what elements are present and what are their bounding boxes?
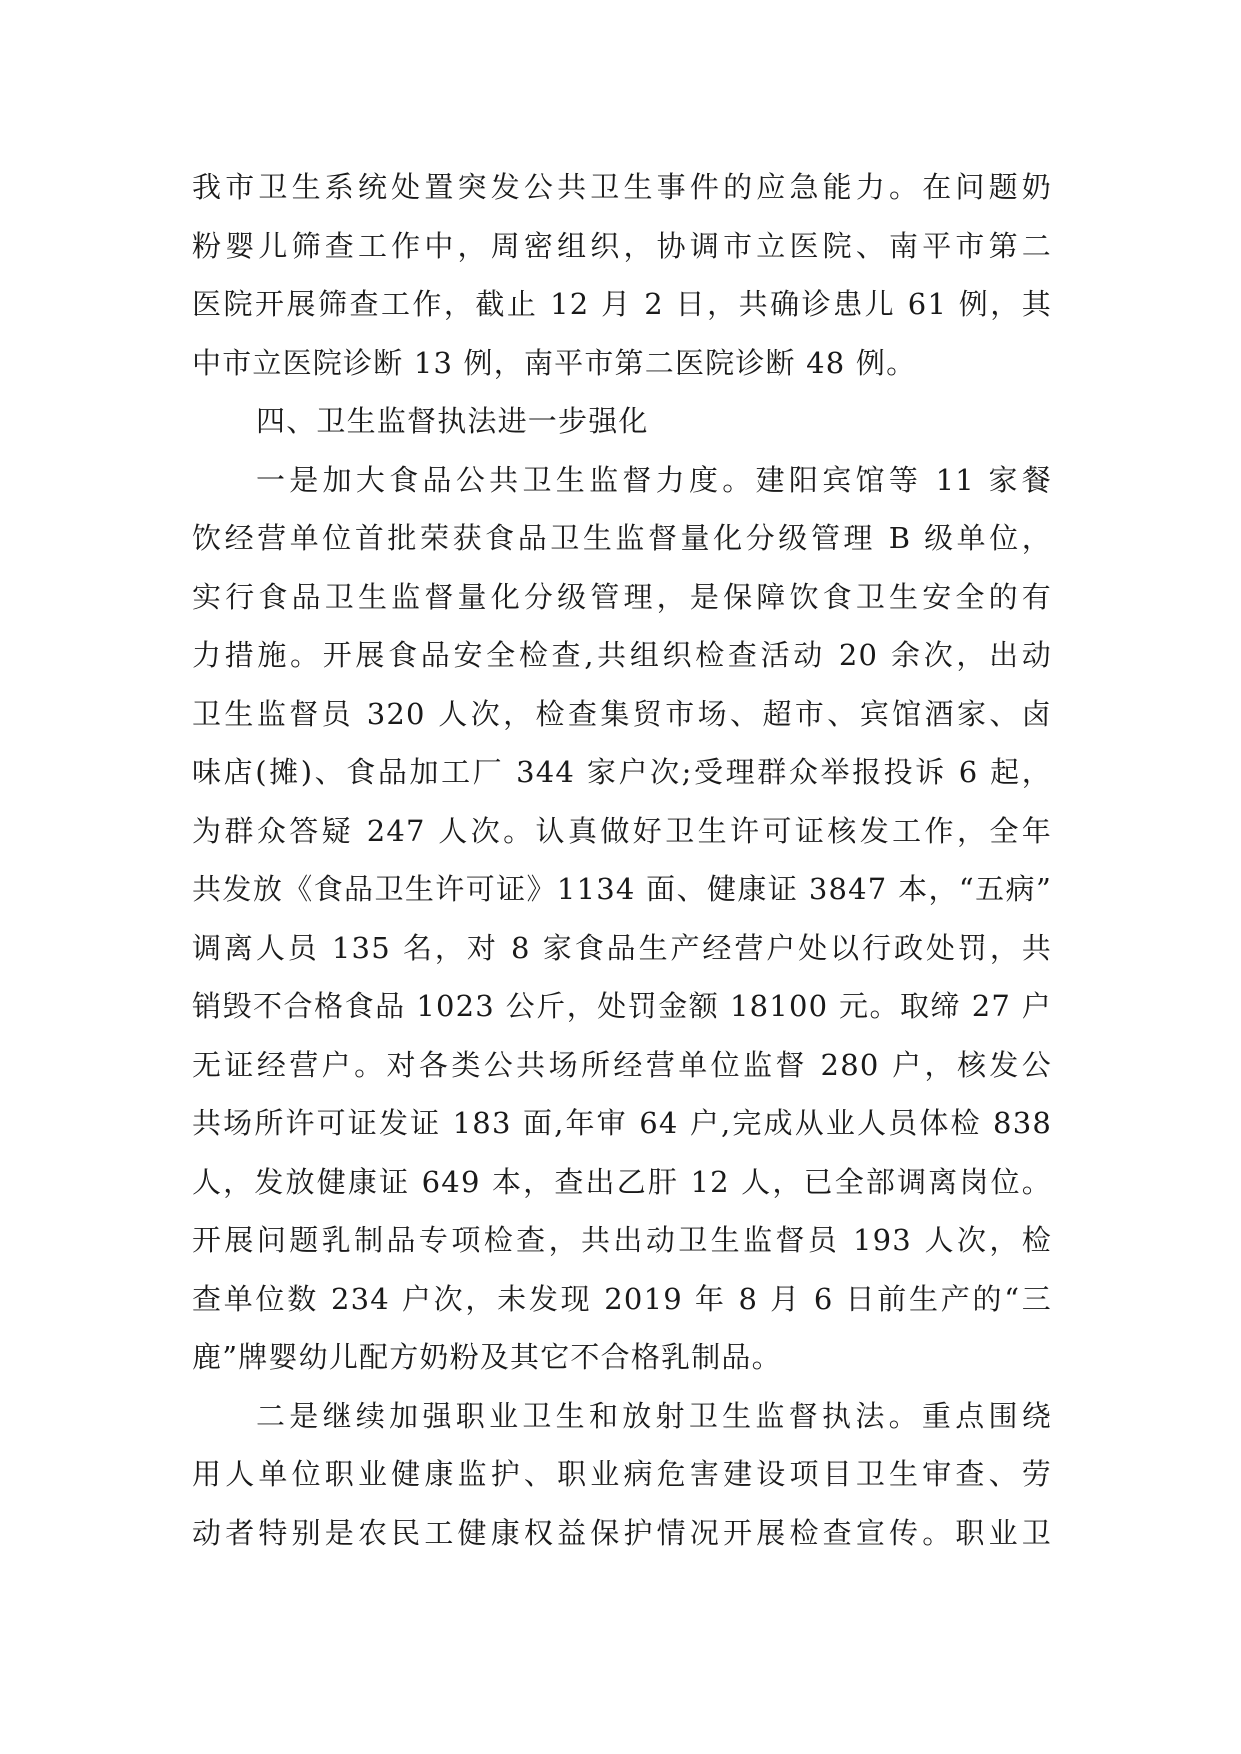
text-line: 无证经营户。对各类公共场所经营单位监督 280 户，核发公 (192, 1047, 1052, 1082)
text-line: 为群众答疑 247 人次。认真做好卫生许可证核发工作，全年 (192, 813, 1052, 848)
text-line: 共场所许可证发证 183 面,年审 64 户,完成从业人员体检 838 (192, 1106, 1052, 1140)
text-line: 饮经营单位首批荣获食品卫生监督量化分级管理 B 级单位， (192, 521, 1052, 555)
text-line: 鹿”牌婴幼儿配方奶粉及其它不合格乳制品。 (192, 1340, 782, 1374)
text-line: 调离人员 135 名，对 8 家食品生产经营户处以行政处罚，共 (192, 930, 1052, 965)
text-line: 开展问题乳制品专项检查，共出动卫生监督员 193 人次，检 (192, 1223, 1052, 1257)
text-line: 中市立医院诊断 13 例，南平市第二医院诊断 48 例。 (192, 345, 917, 380)
text-line: 用人单位职业健康监护、职业病危害建设项目卫生审查、劳 (192, 1457, 1052, 1491)
body-text (192, 158, 1052, 1562)
text-line: 味店(摊)、食品加工厂 344 家户次;受理群众举报投诉 6 起， (192, 755, 1052, 789)
text-line: 卫生监督员 320 人次，检查集贸市场、超市、宾馆酒家、卤 (192, 696, 1052, 731)
text-line: 二是继续加强职业卫生和放射卫生监督执法。重点围绕 (256, 1398, 1052, 1433)
text-line: 查单位数 234 户次，未发现 2019 年 8 月 6 日前生产的“三 (192, 1281, 1052, 1316)
text-line: 粉婴儿筛查工作中，周密组织，协调市立医院、南平市第二 (192, 228, 1052, 263)
text-line: 力措施。开展食品安全检查,共组织检查活动 20 余次，出动 (192, 638, 1052, 672)
text-line: 共发放《食品卫生许可证》1134 面、健康证 3847 本，“五病” (192, 872, 1052, 906)
text-line: 一是加大食品公共卫生监督力度。建阳宾馆等 11 家餐 (256, 462, 1052, 497)
text-line: 医院开展筛查工作，截止 12 月 2 日，共确诊患儿 61 例，其 (192, 287, 1052, 321)
text-line: 动者特别是农民工健康权益保护情况开展检查宣传。职业卫 (192, 1515, 1052, 1550)
text-line: 实行食品卫生监督量化分级管理，是保障饮食卫生安全的有 (192, 579, 1052, 614)
text-line: 销毁不合格食品 1023 公斤，处罚金额 18100 元。取缔 27 户 (192, 989, 1052, 1023)
text-line: 四、卫生监督执法进一步强化 (256, 404, 649, 438)
text-line: 人，发放健康证 649 本，查出乙肝 12 人，已全部调离岗位。 (192, 1164, 1052, 1199)
text-line: 我市卫生系统处置突发公共卫生事件的应急能力。在问题奶 (192, 170, 1052, 204)
